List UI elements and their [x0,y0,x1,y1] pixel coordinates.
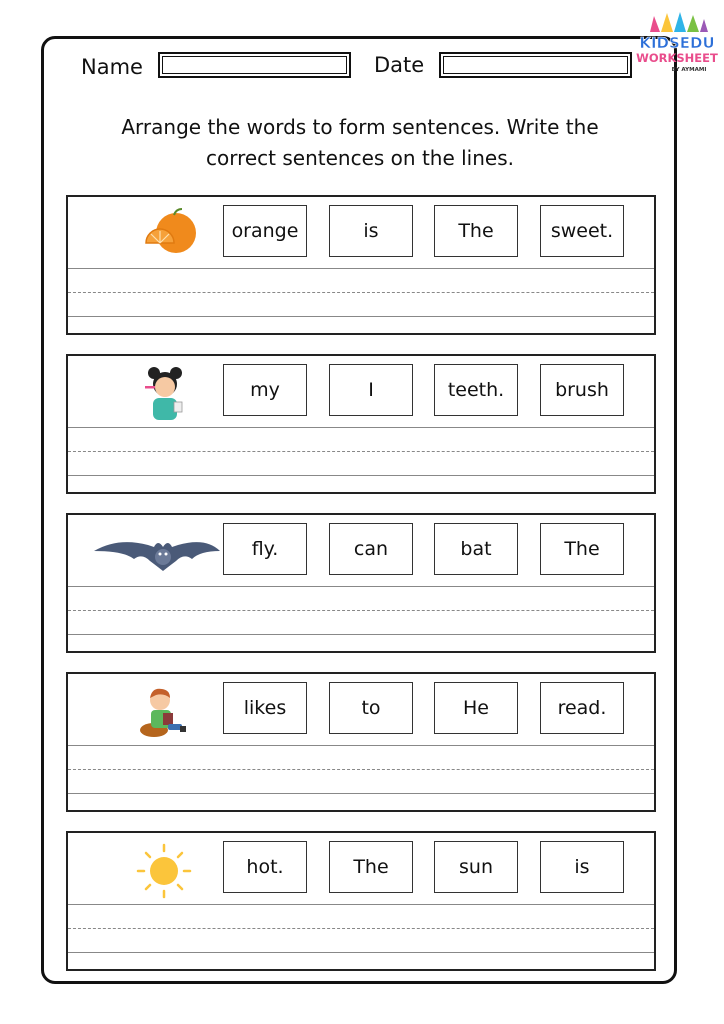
writing-line-top [68,427,654,428]
word-card[interactable]: to [329,682,413,734]
instructions [60,112,660,174]
word-card[interactable]: my [223,364,307,416]
exercise-card-4 [66,672,656,812]
word-card[interactable]: sweet. [540,205,624,257]
instructions-line2: correct sentences on the lines. [205,146,514,170]
writing-line-mid [68,610,654,611]
word-card[interactable]: can [329,523,413,575]
kidsedu-logo [634,10,720,78]
writing-line-base [68,793,654,794]
word-card[interactable]: is [329,205,413,257]
word-card[interactable]: The [329,841,413,893]
exercise-card-5 [66,831,656,971]
word-card[interactable]: fly. [223,523,307,575]
word-card[interactable]: sun [434,841,518,893]
writing-line-base [68,475,654,476]
writing-line-top [68,745,654,746]
word-card[interactable]: hot. [223,841,307,893]
word-card[interactable]: orange [223,205,307,257]
logo-line1: KIDSEDU [639,34,715,52]
bat-icon [88,521,238,583]
word-card[interactable]: teeth. [434,364,518,416]
logo-line3: BY AYMAMI [671,67,707,73]
word-card[interactable]: likes [223,682,307,734]
writing-line-mid [68,292,654,293]
writing-line-base [68,316,654,317]
logo-line2: WORKSHEET [636,51,718,65]
date-label: Date [374,53,425,77]
exercise-card-2 [66,354,656,494]
word-card[interactable]: is [540,841,624,893]
name-label: Name [81,55,143,79]
exercise-card-1 [66,195,656,335]
word-card[interactable]: bat [434,523,518,575]
writing-line-base [68,952,654,953]
word-card[interactable]: He [434,682,518,734]
word-card[interactable]: The [540,523,624,575]
writing-line-mid [68,928,654,929]
writing-line-top [68,586,654,587]
writing-line-top [68,268,654,269]
word-card[interactable]: read. [540,682,624,734]
word-card[interactable]: brush [540,364,624,416]
sun-icon [88,839,238,901]
writing-line-mid [68,451,654,452]
orange-icon [88,203,238,265]
exercise-card-3 [66,513,656,653]
crayon-crown-icon [650,12,708,32]
instructions-line1: Arrange the words to form sentences. Write the [121,115,599,139]
girl-brushing-teeth-icon [88,362,238,424]
writing-line-mid [68,769,654,770]
word-card[interactable]: I [329,364,413,416]
date-field[interactable] [439,52,632,78]
writing-line-base [68,634,654,635]
name-field[interactable] [158,52,351,78]
boy-reading-icon [88,680,238,742]
word-card[interactable]: The [434,205,518,257]
writing-line-top [68,904,654,905]
